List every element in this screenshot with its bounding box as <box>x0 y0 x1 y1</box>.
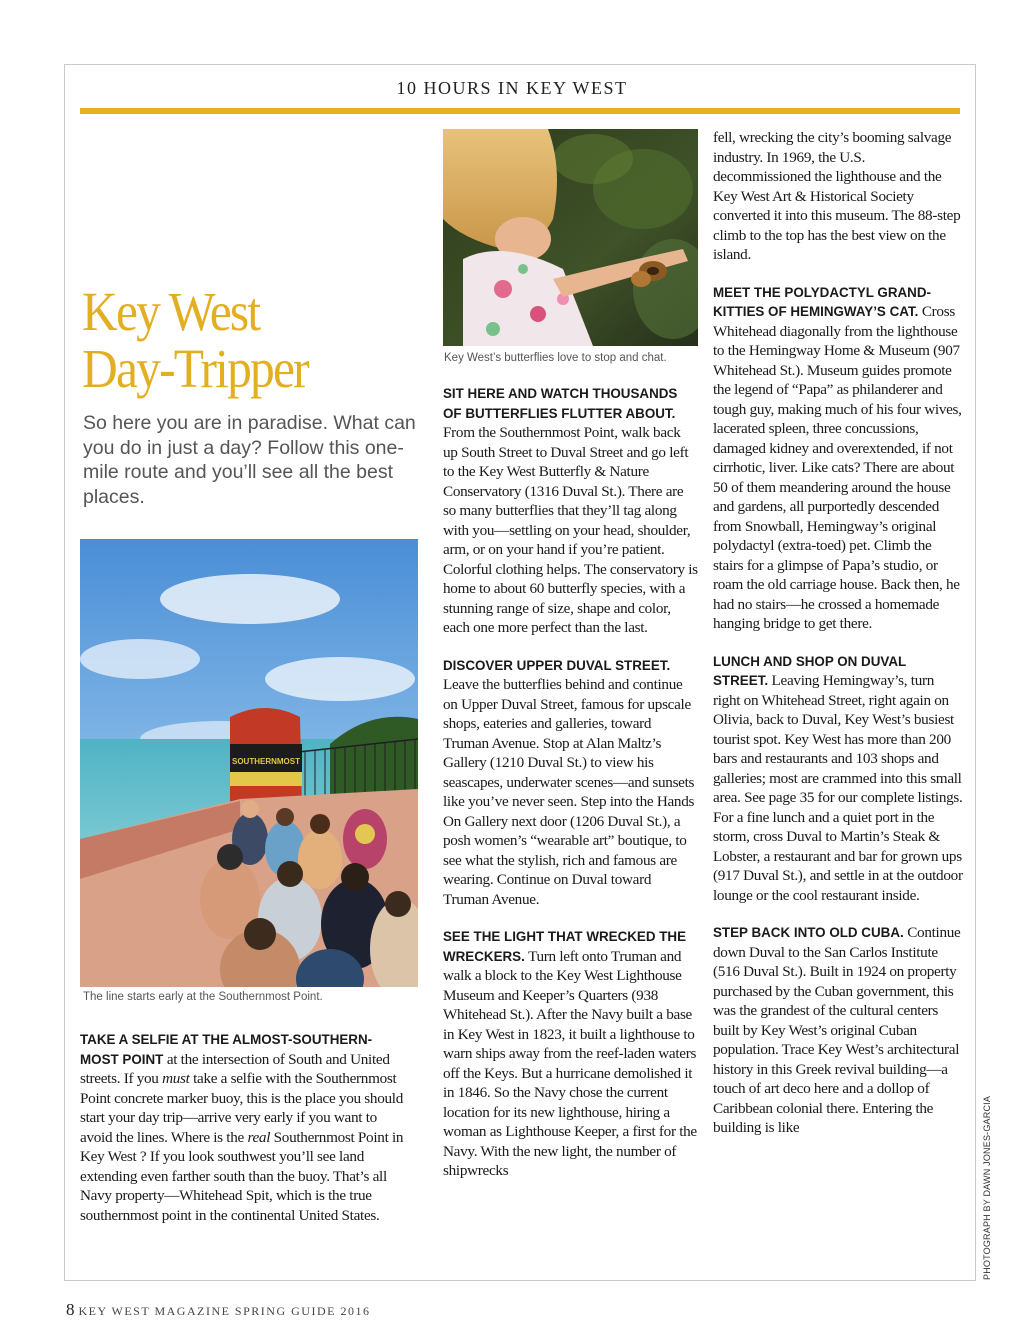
section-title: 10 HOURS IN KEY WEST <box>396 78 628 98</box>
selfie-body-2: take a selfie with the Southernmost Point concrete marker buoy, this is the place you should start your day trip—arrive very early if you want to avoid the lines. Where is the <box>80 1070 404 1146</box>
lighthouse-heading: SEE THE LIGHT THAT WRECKED THE WRECKERS. <box>443 929 687 964</box>
buoy-sign-text: SOUTHERNMOST <box>232 757 300 766</box>
selfie-body-1: at the intersection of South and United streets. If you <box>80 1050 390 1087</box>
lunch-body: Leaving Hemingway’s, turn right on Whitehead Street, right again on Olivia, back to Duval, Key West’s busiest tourist spot. Key West has more than 200 bars and restaurants and 103 shops and galleries; most are crammed into this small area. See page 35 for our complete listings. For a fine lunch and a quiet port in the storm, cross Duval to Martin’s Steak & Lobster, a restaurant and bar for grown ups (917 Duval St.), and settle in at the outdoor lounge or the cool restaurant inside. <box>713 672 963 904</box>
page-number: 8 <box>66 1300 75 1319</box>
upper-duval-body: Leave the butterflies behind and continue on Upper Duval Street, famous for upscale shops, eateries and galleries, toward Truman Avenue. Stop at Alan Maltz’s Gallery (1210 Duval St.) to view his seascapes, underwater scenes—and sunsets like you’ve never seen. Step into the Hands On Gallery next door (1206 Duval St.), a posh women’s “wearable art” boutique, to see what the stylish, rich and famous are wearing. Continue on Duval toward Truman Avenue. <box>443 676 695 908</box>
buoy-photo <box>80 539 418 987</box>
butterfly-photo-image <box>443 129 698 346</box>
cuba-heading: STEP BACK INTO OLD CUBA. <box>713 925 904 940</box>
article-dek: So here you are in paradise. What can you do in just a day? Follow this one-mile route and you’ll see all the best places. <box>83 412 416 508</box>
column-3 <box>713 128 963 1156</box>
upper-duval-heading: DISCOVER UPPER DUVAL STREET. <box>443 657 671 673</box>
lunch-section <box>713 652 963 906</box>
buoy-photo-caption: The line starts early at the Southernmost Point. <box>83 991 323 1003</box>
header-rule <box>80 108 960 114</box>
headline-line-1: Key West <box>82 281 260 342</box>
hemingway-section <box>713 283 963 634</box>
cuba-body: Continue down Duval to the San Carlos Institute (516 Duval St.). Built in 1924 on property purchased by the Cuban government, this was the grandest of the cultural centers built by Key West’s original Cuban population. Trace Key West’s architectural history in this Greek revival building—a touch of art deco here and a dollop of Caribbean colonial there. Entering the building is like <box>713 924 961 1136</box>
butterflies-body: From the Southernmost Point, walk back up South Street to Duval Street and go left to the Key West Butterfly & Nature Conservatory (1316 Duval St.). There are so many butterflies that they’ll tag along with you—settling on your head, shoulder, arm, or on your hand if you’re patient. Colorful clothing helps. The conservatory is home to about 60 butterfly species, with a stunning range of size, shape and color, each one more perfect than the last. <box>443 424 698 636</box>
lighthouse-continued: fell, wrecking the city’s booming salvage industry. In 1969, the U.S. decommissioned the lighthouse and the Key West Art & Historical Society converted it into this museum. The 88-step climb to the top has the best view on the island. <box>713 129 961 263</box>
page-footer <box>66 1300 370 1320</box>
upper-duval-section <box>443 656 698 910</box>
article-headline <box>82 283 388 397</box>
buoy-photo-image <box>80 539 418 987</box>
butterflies-section <box>443 384 698 638</box>
publication-name: KEY WEST MAGAZINE SPRING GUIDE 2016 <box>78 1304 371 1318</box>
selfie-section <box>80 1030 405 1225</box>
column-1 <box>80 1030 405 1243</box>
selfie-heading: TAKE A SELFIE AT THE ALMOST-SOUTHERN-MOST POINT <box>80 1032 373 1067</box>
hemingway-body: Cross Whitehead diagonally from the lighthouse to the Hemingway Home & Museum (907 Whitehead St.). Museum guides promote the legend of “Papa” as philanderer and tough guy, making much of his four wives, lacerated spleen, three concussions, damaged kidney and overextended, if not cirrhotic, liver. Like cats? There are about 50 of them meandering around the house and gardens, all purportedly descended from Snowball, Hemingway’s original polydactyl (extra-toed) pet. Climb the stairs for a glimpse of Papa’s studio, or roam the old carriage house. Back then, he had no stairs—he crossed a homemade hanging bridge to get there. <box>713 303 962 632</box>
column-2 <box>443 384 698 1199</box>
cuba-section <box>713 923 963 1138</box>
selfie-body-3: Southernmost Point in Key West ? If you look southwest you’ll see land extending even farther south than the buoy. That’s all Navy property—Whitehead Spit, which is the true southernmost point in the continental United States. <box>80 1128 404 1224</box>
selfie-body-em-1: must <box>162 1070 190 1087</box>
butterfly-photo-caption: Key West’s butterflies love to stop and chat. <box>444 352 667 364</box>
butterflies-heading: SIT HERE AND WATCH THOUSANDS OF BUTTERFLIES FLUTTER ABOUT. <box>443 386 678 421</box>
lighthouse-body: Turn left onto Truman and walk a block to the Key West Lighthouse Museum and Keeper’s Quarters (938 Whitehead St.). After the Navy built a base in Key West in 1823, it built a lighthouse to warn ships away from the reef-laden waters off the Keys. But a hurricane demolished it in 1846. So the Navy chose the current location for its new lighthouse, hiring a woman as Lighthouse Keeper, a first for the Navy. With the new light, the number of shipwrecks <box>443 947 697 1179</box>
butterfly-photo <box>443 129 698 346</box>
hemingway-heading: MEET THE POLYDACTYL GRAND-KITTIES OF HEMINGWAY’S CAT. <box>713 284 931 319</box>
photo-credit: PHOTOGRAPH BY DAWN JONES-GARCIA <box>982 1095 992 1280</box>
lighthouse-section <box>443 927 698 1181</box>
selfie-body-em-2: real <box>247 1128 271 1146</box>
headline-line-2: Day-Tripper <box>82 338 308 399</box>
lunch-heading: LUNCH AND SHOP ON DUVAL STREET. <box>713 653 906 688</box>
